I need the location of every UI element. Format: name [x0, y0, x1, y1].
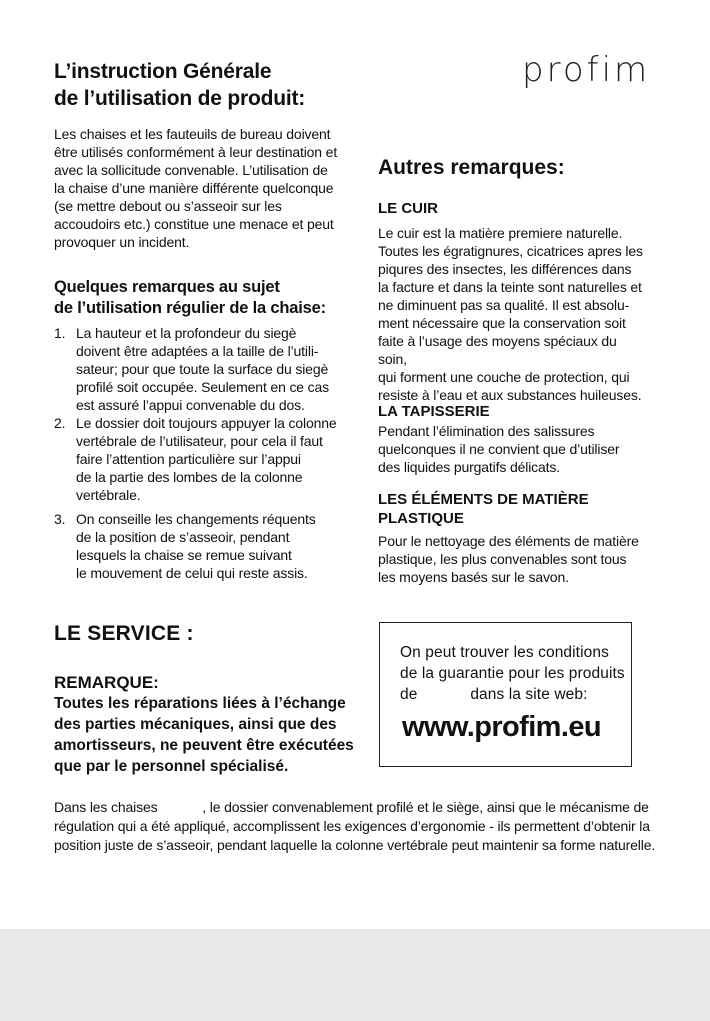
plastique-heading-line-2: PLASTIQUE: [378, 510, 464, 527]
remarks-heading: [54, 277, 354, 319]
ergonomics-line: Dans les chaises , le dossier convenablement profilé et le siège, ainsi que le mécanisme de: [54, 799, 649, 815]
list-number: 3.: [54, 511, 66, 527]
list-line: vertébrale.: [76, 487, 141, 503]
service-heading: LE SERVICE :: [54, 622, 194, 645]
warranty-text: [400, 642, 625, 705]
cuir-line: Le cuir est la matière premiere naturelle.: [378, 225, 623, 241]
list-item: [54, 414, 344, 504]
list-line: est assuré l’appui convenable du dos.: [76, 397, 305, 413]
remark-line: amortisseurs, ne peuvent être exécutées: [54, 737, 354, 754]
intro-line: Les chaises et les fauteuils de bureau doivent: [54, 126, 331, 142]
list-line: vertébrale de l’utilisateur, pour cela il faut: [76, 433, 323, 449]
warranty-line: On peut trouver les conditions: [400, 644, 609, 661]
list-line: Le dossier doit toujours appuyer la colonne: [76, 415, 337, 431]
list-line: doivent être adaptées a la taille de l’utili-: [76, 343, 319, 359]
list-line: La hauteur et la profondeur du siegè: [76, 325, 297, 341]
cuir-line: resiste à l’eau et aux substances huileuses.: [378, 387, 642, 403]
list-line: le mouvement de celui qui reste assis.: [76, 565, 308, 581]
cuir-line: ne diminuent pas sa qualité. Il est absolu-: [378, 297, 630, 313]
remark-line: Toutes les réparations liées à l’échange: [54, 695, 346, 712]
list-line: faire l’attention particulière sur l’appui: [76, 451, 301, 467]
list-line: profilé soit occupée. Seulement en ce cas: [76, 379, 330, 395]
plastique-heading-line-1: LES ÉLÉMENTS DE MATIÈRE: [378, 491, 589, 508]
cuir-line: ment nécessaire que la conservation soit: [378, 315, 626, 331]
list-number: 1.: [54, 325, 66, 341]
warranty-box: [379, 622, 632, 767]
footer-band: [0, 929, 710, 1021]
cuir-line: piqures des insectes, les différences dans: [378, 261, 632, 277]
list-line: de la position de s’asseoir, pendant: [76, 529, 290, 545]
cuir-line: faite à l’usage des moyens spéciaux du soin,: [378, 333, 617, 367]
intro-line: avec la sollicitude convenable. L’utilisation de: [54, 162, 328, 178]
tapisserie-line: des liquides purgatifs délicats.: [378, 459, 560, 475]
remarks-heading-line-2: de l’utilisation régulier de la chaise:: [54, 299, 326, 317]
website-link[interactable]: www.profim.eu: [402, 711, 601, 743]
cuir-paragraph: [378, 224, 648, 404]
profim-logo: profim: [522, 50, 651, 90]
plastique-heading: [378, 490, 648, 528]
warranty-line: de dans la site web:: [400, 686, 588, 703]
intro-line: la chaise d’une manière différente quelconque: [54, 180, 334, 196]
cuir-line: la facture et dans la teinte sont naturelles et: [378, 279, 642, 295]
remarks-heading-line-1: Quelques remarques au sujet: [54, 278, 280, 296]
intro-line: être utilisés conformément à leur destination et: [54, 144, 338, 160]
tapisserie-heading: LA TAPISSERIE: [378, 403, 490, 420]
ergonomics-paragraph: [54, 798, 664, 855]
tapisserie-line: quelconques il ne convient que d’utiliser: [378, 441, 620, 457]
intro-line: provoquer un incident.: [54, 234, 190, 250]
tapisserie-paragraph: [378, 422, 648, 476]
plastique-paragraph: [378, 532, 648, 586]
remark-line: que par le personnel spécialisé.: [54, 758, 289, 775]
remark-line: des parties mécaniques, ainsi que des: [54, 716, 337, 733]
plastique-line: plastique, les plus convenables sont tous: [378, 551, 627, 567]
title-line-1: L’instruction Générale: [54, 60, 272, 83]
intro-paragraph: [54, 125, 339, 251]
intro-line: (se mettre debout ou s’asseoir sur les: [54, 198, 282, 214]
cuir-line: qui forment une couche de protection, qui: [378, 369, 630, 385]
plastique-line: les moyens basés sur le savon.: [378, 569, 569, 585]
warranty-line: de la guarantie pour les produits: [400, 665, 625, 682]
list-line: lesquels la chaise se remue suivant: [76, 547, 292, 563]
page-title: [54, 58, 384, 112]
remark-paragraph: [54, 693, 354, 777]
list-line: de la partie des lombes de la colonne: [76, 469, 303, 485]
list-item: [54, 510, 344, 582]
other-remarks-heading: Autres remarques:: [378, 156, 565, 179]
intro-line: accoudoirs etc.) constitue une menace et peut: [54, 216, 334, 232]
plastique-line: Pour le nettoyage des éléments de matière: [378, 533, 639, 549]
tapisserie-line: Pendant l’élimination des salissures: [378, 423, 595, 439]
remark-heading: REMARQUE:: [54, 673, 159, 692]
ergonomics-line: position juste de s’asseoir, pendant laquelle la colonne vertébrale peut maintenir sa forme naturelle.: [54, 837, 656, 853]
cuir-line: Toutes les égratignures, cicatrices apres les: [378, 243, 643, 259]
ergonomics-line: régulation qui a été appliqué, accomplissent les exigences d’ergonomie - ils permettent d’obtenir la: [54, 818, 650, 834]
remarks-list: [54, 324, 344, 582]
list-line: On conseille les changements réquents: [76, 511, 316, 527]
cuir-heading: LE CUIR: [378, 200, 438, 217]
list-item: [54, 324, 344, 414]
list-line: sateur; pour que toute la surface du siegè: [76, 361, 329, 377]
list-number: 2.: [54, 415, 66, 431]
title-line-2: de l’utilisation de produit:: [54, 87, 306, 110]
